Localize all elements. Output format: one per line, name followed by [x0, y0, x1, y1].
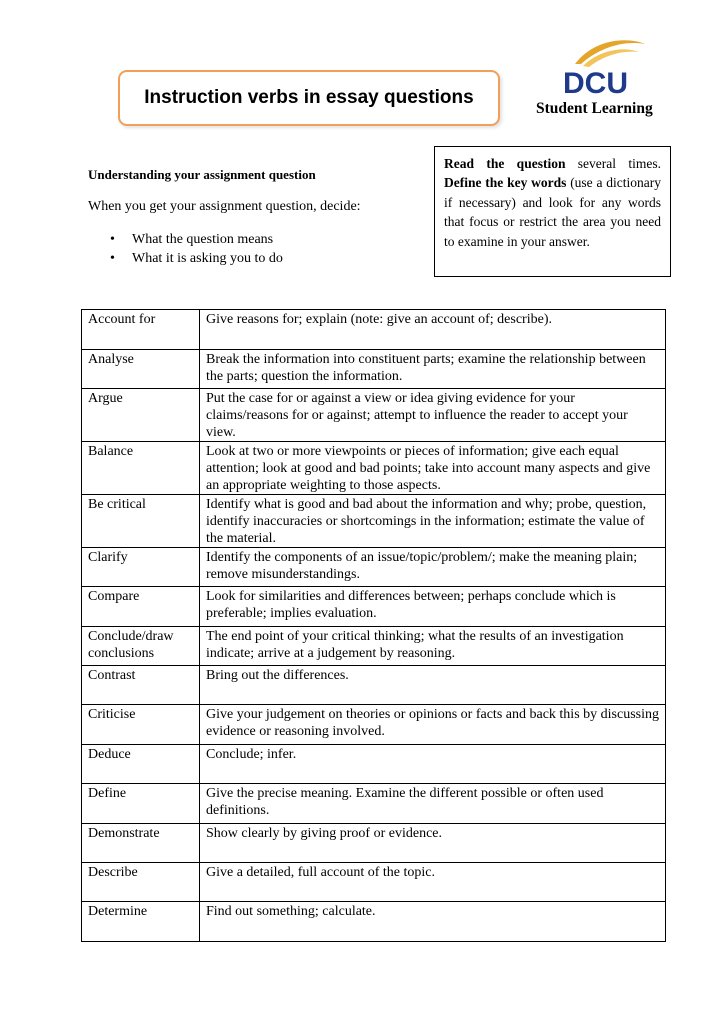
verb-cell: Define — [82, 784, 200, 824]
definition-cell: Identify what is good and bad about the information and why; probe, question, identify inaccuracies or shortcomings in the information; estimate the value of the material. — [200, 495, 666, 548]
table-row — [82, 442, 666, 495]
tip-text-1: several times. — [565, 156, 661, 171]
table-row — [82, 627, 666, 666]
verb-cell: Balance — [82, 442, 200, 495]
tip-lead-read: Read the question — [444, 156, 566, 171]
table-row — [82, 863, 666, 902]
definition-cell: Find out something; calculate. — [200, 902, 666, 942]
verb-cell: Be critical — [82, 495, 200, 548]
definition-cell: Give your judgement on theories or opinions or facts and back this by discussing evidence or reasoning involved. — [200, 705, 666, 745]
dcu-logo — [555, 34, 650, 96]
definition-cell: Break the information into constituent parts; examine the relationship between the parts; question the information. — [200, 350, 666, 389]
intro-text: When you get your assignment question, decide: — [88, 199, 361, 214]
table-row — [82, 587, 666, 627]
verb-cell: Describe — [82, 863, 200, 902]
verb-cell: Demonstrate — [82, 824, 200, 863]
definition-cell: Identify the components of an issue/topic/problem/; make the meaning plain; remove misunderstandings. — [200, 548, 666, 587]
definition-cell: Look for similarities and differences between; perhaps conclude which is preferable; implies evaluation. — [200, 587, 666, 627]
definition-cell: Show clearly by giving proof or evidence. — [200, 824, 666, 863]
definition-cell: Put the case for or against a view or idea giving evidence for your claims/reasons for or against; attempt to influence the reader to accept your view. — [200, 389, 666, 442]
definition-cell: Look at two or more viewpoints or pieces of information; give each equal attention; look at good and bad points; take into account many aspects and give an appropriate weighting to those aspects. — [200, 442, 666, 495]
title-box — [118, 70, 500, 126]
table-row — [82, 310, 666, 350]
definition-cell: The end point of your critical thinking; what the results of an investigation indicate; arrive at a judgement by reasoning. — [200, 627, 666, 666]
tip-lead-define: Define the key words — [444, 175, 567, 191]
verb-cell: Compare — [82, 587, 200, 627]
definition-cell: Give the precise meaning. Examine the different possible or often used definitions. — [200, 784, 666, 824]
verb-cell: Argue — [82, 389, 200, 442]
list-item: • What it is asking you to do — [110, 249, 283, 268]
verb-cell: Determine — [82, 902, 200, 942]
definition-cell: Give a detailed, full account of the topic. — [200, 863, 666, 902]
verb-cell: Contrast — [82, 666, 200, 705]
table-row — [82, 495, 666, 548]
verb-cell: Account for — [82, 310, 200, 350]
table-row — [82, 705, 666, 745]
page-title: Instruction verbs in essay questions — [144, 87, 474, 108]
table-row — [82, 784, 666, 824]
intro-bullet-list — [110, 230, 283, 268]
tip-text-2: (use a dictionary if necessary) and look for any words that focus or restrict the area you need to examine in your answer. — [444, 175, 661, 249]
table-row — [82, 350, 666, 389]
intro-heading: Understanding your assignment question — [88, 167, 316, 182]
table-row — [82, 745, 666, 784]
list-item: • What the question means — [110, 230, 283, 249]
verb-cell: Deduce — [82, 745, 200, 784]
verb-cell: Clarify — [82, 548, 200, 587]
table-row — [82, 548, 666, 587]
table-row — [82, 666, 666, 705]
table-row — [82, 824, 666, 863]
definition-cell: Conclude; infer. — [200, 745, 666, 784]
tip-box — [434, 146, 671, 277]
logo-text: DCU — [563, 67, 628, 96]
verb-cell: Analyse — [82, 350, 200, 389]
instruction-verbs-table — [81, 309, 666, 942]
table-row — [82, 389, 666, 442]
verb-cell: Conclude/draw conclusions — [82, 627, 200, 666]
definition-cell: Give reasons for; explain (note: give an account of; describe). — [200, 310, 666, 350]
verb-cell: Criticise — [82, 705, 200, 745]
table-row — [82, 902, 666, 942]
definition-cell: Bring out the differences. — [200, 666, 666, 705]
logo-subtitle: Student Learning — [536, 100, 653, 117]
